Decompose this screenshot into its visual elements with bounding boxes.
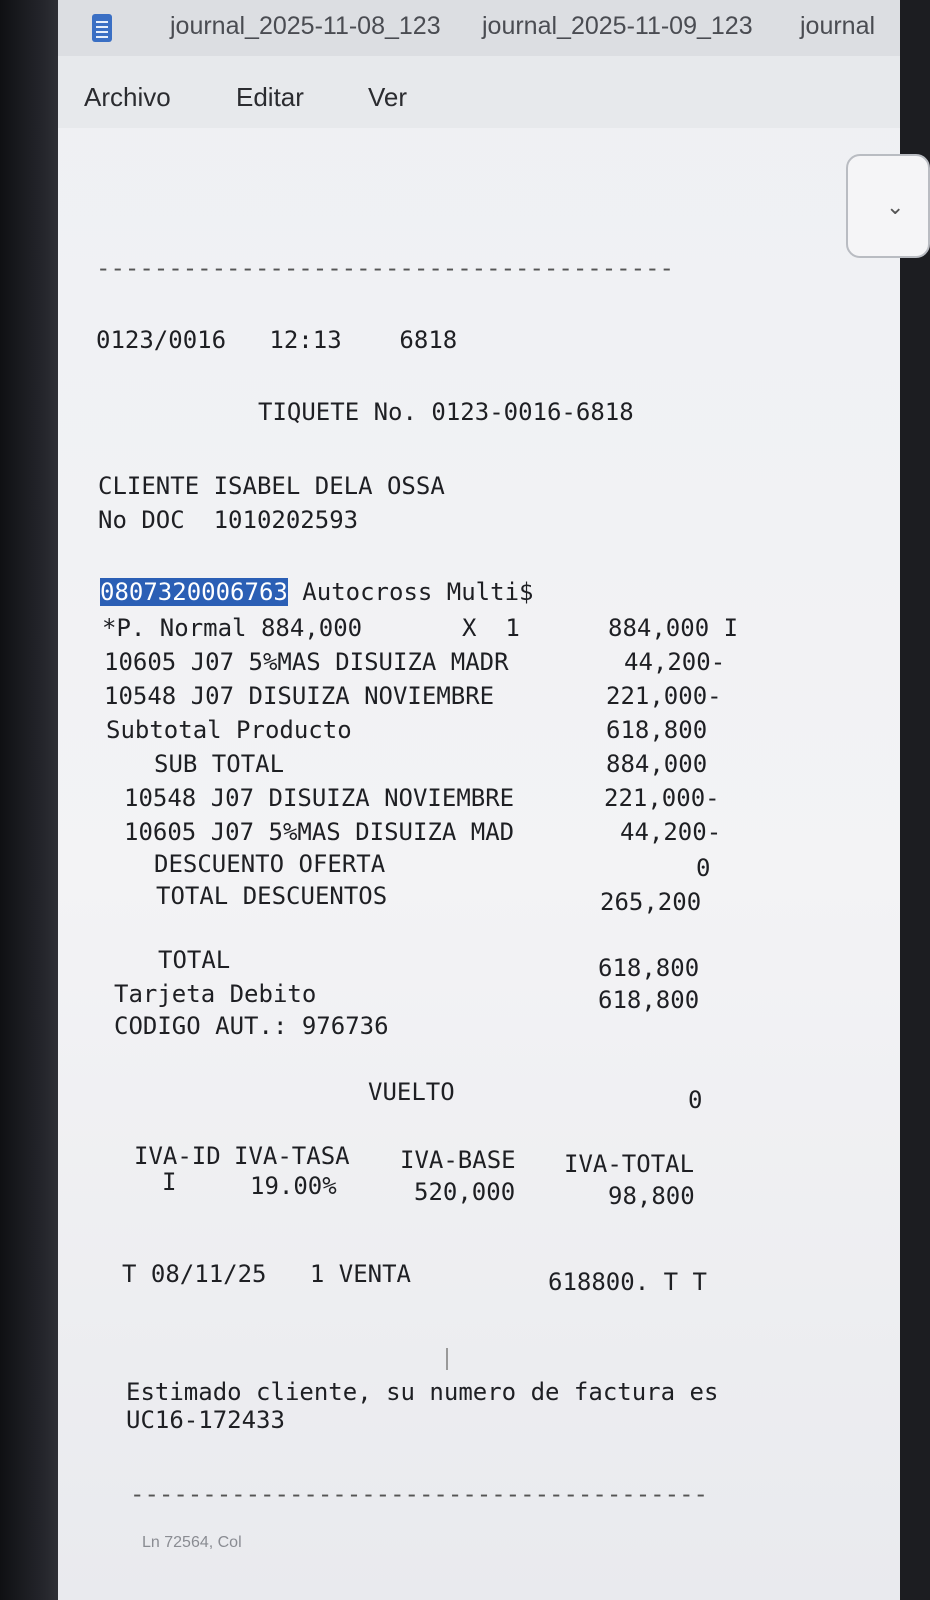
tab-journal[interactable]: journal	[800, 12, 876, 40]
menu-archivo[interactable]: Archivo	[84, 82, 171, 112]
status-bar-position: Ln 72564, Col	[142, 1534, 242, 1551]
discount-line-value: 221,000-	[604, 784, 720, 812]
discount-line-label: 10548 J07 DISUIZA NOVIEMBRE	[124, 784, 515, 812]
vuelto-label: VUELTO	[368, 1078, 455, 1106]
iva-header-id: IVA-ID	[134, 1142, 221, 1170]
payment-method-label: Tarjeta Debito	[114, 980, 317, 1008]
iva-value-tasa: 19.00%	[250, 1172, 337, 1200]
separator-top: ----------------------------------------	[96, 254, 674, 282]
discount-line-value: 44,200-	[624, 648, 726, 676]
total-label: TOTAL	[158, 946, 231, 974]
tab-journal-2025-11-09[interactable]: journal_2025-11-09_123	[482, 12, 753, 40]
vuelto-value: 0	[688, 1086, 703, 1114]
settings-dropdown-button[interactable]	[846, 154, 930, 258]
sub-total-label: SUB TOTAL	[154, 750, 285, 778]
price-normal-label: *P. Normal 884,000	[102, 614, 363, 642]
subtotal-producto-value: 618,800	[606, 716, 708, 744]
item-line[interactable]	[100, 580, 533, 604]
payment-method-value: 618,800	[598, 986, 700, 1014]
quantity: X 1	[462, 614, 520, 642]
item-name: Autocross Multi$	[287, 578, 534, 606]
monitor-bezel	[0, 0, 58, 1600]
total-value: 618,800	[598, 954, 700, 982]
selected-barcode[interactable]: 0807320006763	[100, 578, 288, 606]
menu-editar[interactable]: Editar	[236, 82, 304, 112]
iva-header-total: IVA-TOTAL	[564, 1150, 695, 1178]
total-descuentos-label: TOTAL DESCUENTOS	[156, 882, 388, 910]
iva-value-id: I	[162, 1168, 177, 1196]
receipt-title: TIQUETE No. 0123-0016-6818	[258, 398, 634, 426]
notepad-app-icon	[92, 14, 112, 42]
discount-line-label: 10605 J07 5%MAS DISUIZA MAD	[124, 818, 515, 846]
client-doc-number: No DOC 1010202593	[98, 506, 359, 534]
subtotal-producto-label: Subtotal Producto	[106, 716, 352, 744]
invoice-message: Estimado cliente, su numero de factura es	[126, 1378, 719, 1406]
price-normal-value: 884,000 I	[608, 614, 739, 642]
client-name: CLIENTE ISABEL DELA OSSA	[98, 472, 445, 500]
sub-total-value: 884,000	[606, 750, 708, 778]
separator-bottom: ----------------------------------------	[130, 1480, 708, 1508]
discount-line-value: 44,200-	[620, 818, 722, 846]
auth-code: CODIGO AUT.: 976736	[114, 1012, 389, 1040]
invoice-number: UC16-172433	[126, 1406, 285, 1434]
venta-total: 618800. T T	[548, 1268, 707, 1296]
receipt-header-line: 0123/0016 12:13 6818	[96, 326, 458, 354]
venta-line: T 08/11/25 1 VENTA	[122, 1260, 411, 1288]
discount-line-value: 221,000-	[606, 682, 722, 710]
tab-bar	[58, 0, 900, 56]
notepad-window	[58, 0, 905, 1600]
menu-bar	[58, 56, 900, 128]
discount-line-label: 10605 J07 5%MAS DISUIZA MADR	[104, 648, 509, 676]
tab-journal-2025-11-08[interactable]: journal_2025-11-08_123	[170, 12, 441, 40]
iva-value-base: 520,000	[414, 1178, 516, 1206]
iva-value-total: 98,800	[608, 1182, 695, 1210]
iva-header-base: IVA-BASE	[400, 1146, 516, 1174]
descuento-oferta-label: DESCUENTO OFERTA	[154, 850, 386, 878]
descuento-oferta-value: 0	[696, 854, 711, 882]
discount-line-label: 10548 J07 DISUIZA NOVIEMBRE	[104, 682, 495, 710]
total-descuentos-value: 265,200	[600, 888, 702, 916]
chevron-down-icon: ⌄	[886, 194, 905, 219]
iva-header-tasa: IVA-TASA	[234, 1142, 350, 1170]
text-cursor	[446, 1348, 448, 1370]
menu-ver[interactable]: Ver	[368, 82, 408, 112]
